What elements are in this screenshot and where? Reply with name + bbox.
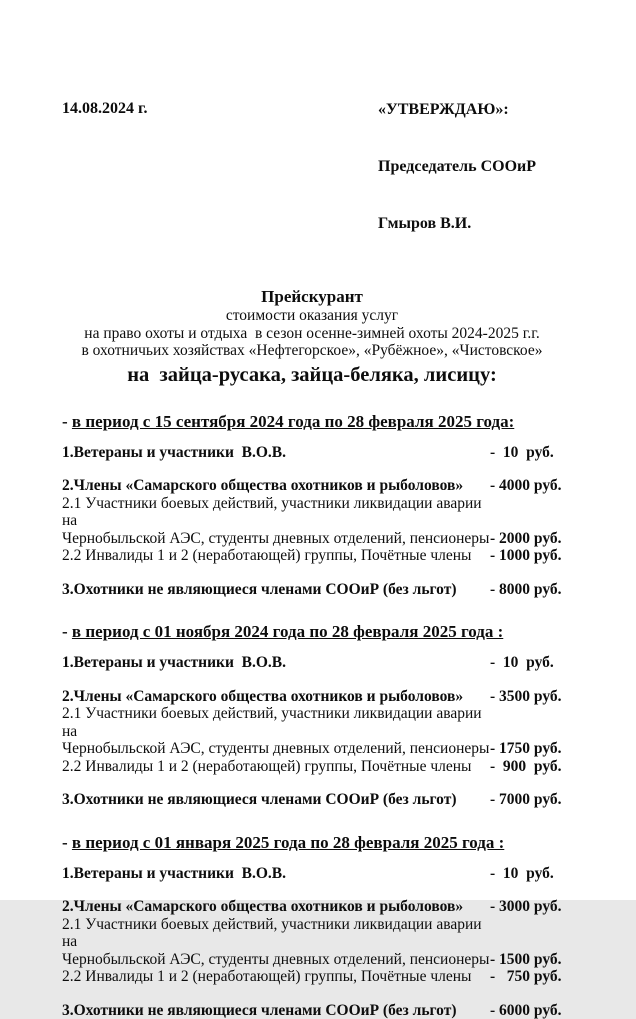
price-row [62, 688, 562, 706]
row-label: Чернобыльской АЭС, студенты дневных отделений, пенсионеры [62, 740, 490, 758]
price-row [62, 865, 562, 883]
price-row [62, 758, 562, 776]
section-heading-marker: - [62, 622, 72, 641]
subtitle-line-2: на право охоты и отдыха в сезон осенне-зимней охоты 2024-2025 г.г. [62, 325, 562, 343]
row-price: - 10 руб. [490, 654, 554, 672]
section-rows [62, 444, 562, 599]
row-label: 2.Члены «Самарского общества охотников и рыболовов» [62, 477, 490, 495]
row-label: Чернобыльской АЭС, студенты дневных отделений, пенсионеры [62, 530, 490, 548]
row-price: - 2000 руб. [490, 530, 562, 548]
price-row [62, 898, 562, 916]
row-price: - 10 руб. [490, 865, 554, 883]
section-rows [62, 865, 562, 1019]
section-heading-marker: - [62, 412, 72, 431]
sections-container [62, 411, 562, 1019]
row-price: - 3000 руб. [490, 898, 562, 916]
price-row [62, 951, 562, 969]
subtitle-line-1: стоимости оказания услуг [62, 307, 562, 325]
price-row [62, 968, 562, 986]
approval-stamp: «УТВЕРЖДАЮ»: [378, 100, 562, 119]
approval-name: Гмыров В.И. [378, 214, 562, 233]
price-row [62, 654, 562, 672]
price-row [62, 705, 562, 740]
row-label: Чернобыльской АЭС, студенты дневных отделений, пенсионеры [62, 951, 490, 969]
row-label: 2.Члены «Самарского общества охотников и рыболовов» [62, 688, 490, 706]
price-row [62, 547, 562, 565]
row-label: 2.Члены «Самарского общества охотников и рыболовов» [62, 898, 490, 916]
row-label: 3.Охотники не являющиеся членами СООиР (без льгот) [62, 791, 490, 809]
row-label: 1.Ветераны и участники В.О.В. [62, 865, 490, 883]
title-block [62, 286, 562, 388]
section-heading [62, 411, 562, 432]
row-label: 2.2 Инвалиды 1 и 2 (неработающей) группы, Почётные члены [62, 968, 490, 986]
price-row [62, 444, 562, 462]
subtitle-line-3: в охотничьих хозяйствах «Нефтегорское», «Рубёжное», «Чистовское» [62, 342, 562, 360]
document-title: Прейскурант [62, 286, 562, 307]
row-label: 2.1 Участники боевых действий, участники ликвидации аварии на [62, 705, 490, 740]
price-section [62, 832, 562, 1019]
row-label: 2.2 Инвалиды 1 и 2 (неработающей) группы, Почётные члены [62, 547, 490, 565]
section-heading-text: в период с 01 ноября 2024 года по 28 февраля 2025 года : [72, 622, 503, 641]
row-price: - 3500 руб. [490, 688, 562, 706]
row-label: 2.1 Участники боевых действий, участники ликвидации аварии на [62, 495, 490, 530]
section-heading [62, 832, 562, 853]
section-heading-text: в период с 15 сентября 2024 года по 28 февраля 2025 года: [72, 412, 514, 431]
row-price: - 900 руб. [490, 758, 562, 776]
document-header [62, 62, 562, 271]
section-heading-marker: - [62, 833, 72, 852]
row-label: 2.1 Участники боевых действий, участники ликвидации аварии на [62, 916, 490, 951]
approval-block [378, 62, 562, 271]
row-price: - 7000 руб. [490, 791, 562, 809]
row-price: - 1000 руб. [490, 547, 562, 565]
row-price: - 1750 руб. [490, 740, 562, 758]
row-price: - 6000 руб. [490, 1002, 562, 1019]
price-row [62, 477, 562, 495]
price-row [62, 740, 562, 758]
document-date: 14.08.2024 г. [62, 100, 147, 118]
row-price: - 750 руб. [490, 968, 562, 986]
price-row [62, 1002, 562, 1019]
row-price: - 10 руб. [490, 444, 554, 462]
row-label: 3.Охотники не являющиеся членами СООиР (без льгот) [62, 581, 490, 599]
row-label: 3.Охотники не являющиеся членами СООиР (без льгот) [62, 1002, 490, 1019]
approval-position: Председатель СООиР [378, 157, 562, 176]
document-subject: на зайца-русака, зайца-беляка, лисицу: [62, 362, 562, 388]
row-label: 2.2 Инвалиды 1 и 2 (неработающей) группы, Почётные члены [62, 758, 490, 776]
section-rows [62, 654, 562, 809]
section-heading [62, 621, 562, 642]
price-row [62, 791, 562, 809]
row-label: 1.Ветераны и участники В.О.В. [62, 444, 490, 462]
row-label: 1.Ветераны и участники В.О.В. [62, 654, 490, 672]
price-section [62, 621, 562, 809]
price-section [62, 411, 562, 599]
price-row [62, 530, 562, 548]
section-heading-text: в период с 01 января 2025 года по 28 февраля 2025 года : [72, 833, 504, 852]
price-row [62, 581, 562, 599]
price-row [62, 495, 562, 530]
row-price: - 4000 руб. [490, 477, 562, 495]
row-price: - 8000 руб. [490, 581, 562, 599]
row-price: - 1500 руб. [490, 951, 562, 969]
price-row [62, 916, 562, 951]
